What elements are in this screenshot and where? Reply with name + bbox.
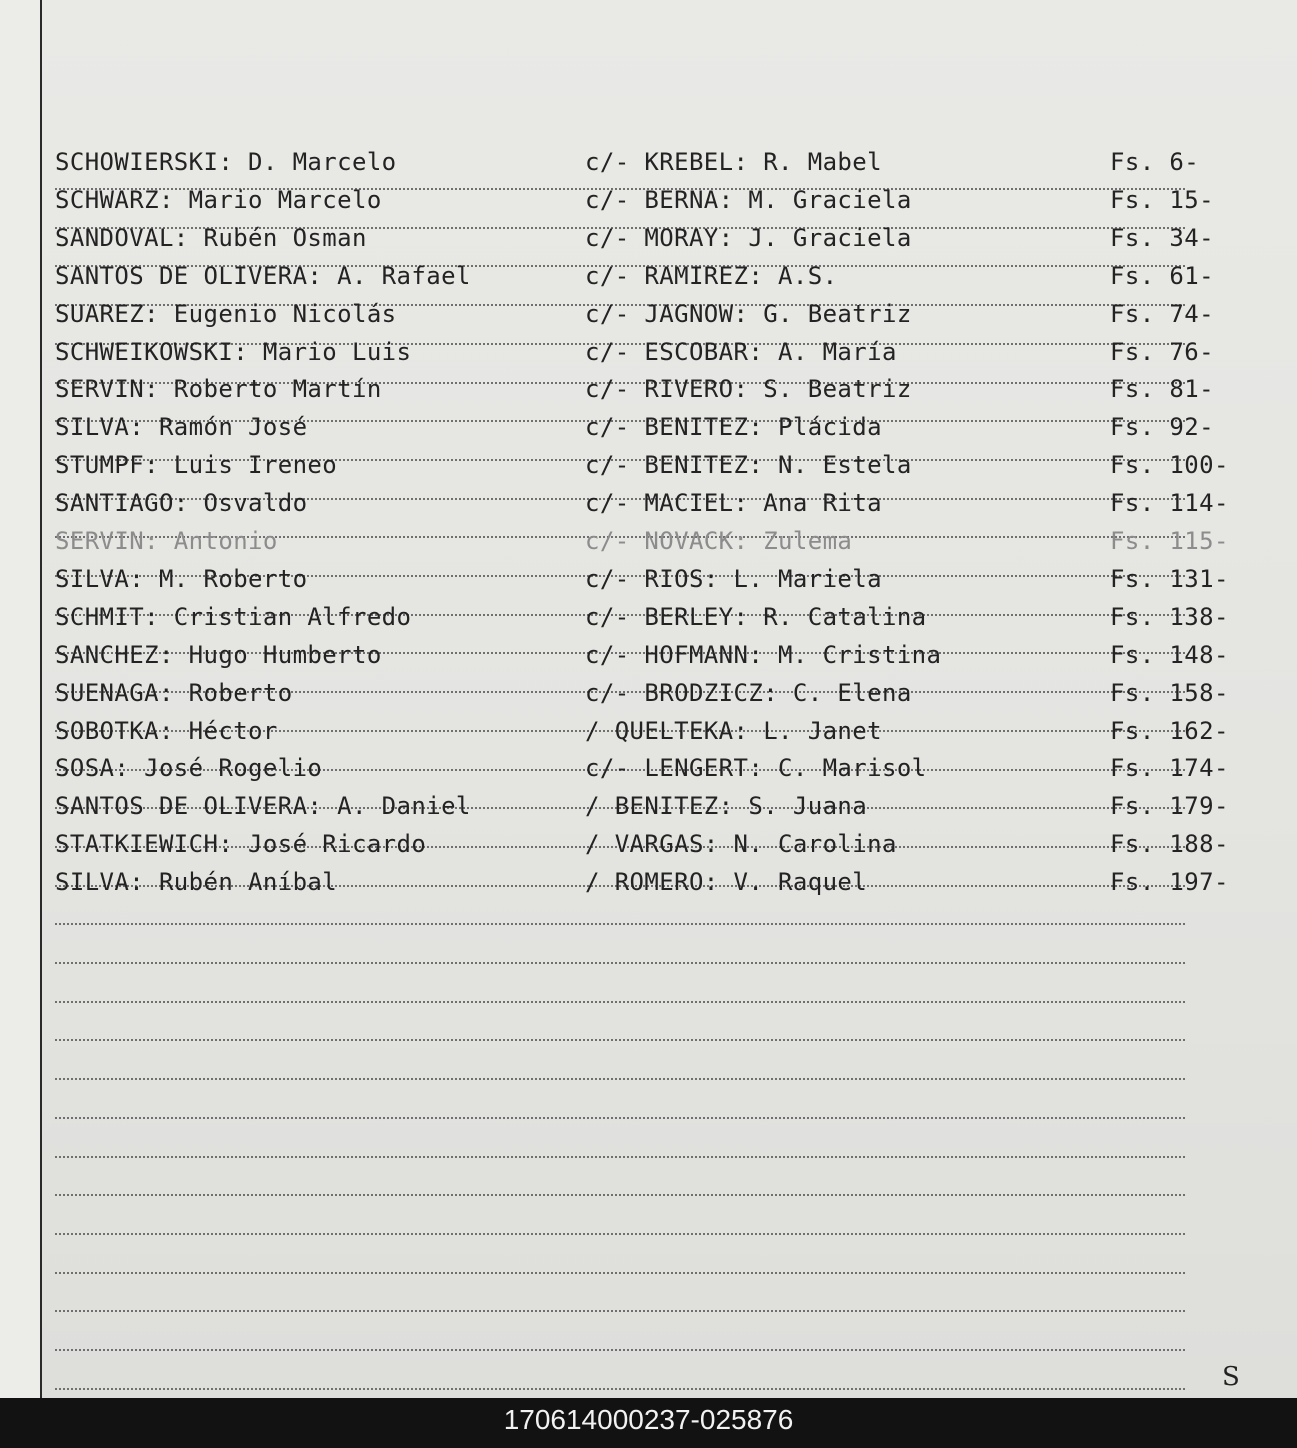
wife-name: c/- HOFMANN: M. Cristina [585, 640, 942, 669]
husband-name: SOBOTKA: Héctor [55, 716, 278, 745]
register-entry [55, 714, 1255, 748]
wife-name: c/- RIVERO: S. Beatriz [585, 375, 912, 404]
wife-name: c/- RAMIREZ: A.S. [585, 261, 838, 290]
wife-name: c/- BENITEZ: Plácida [585, 413, 882, 442]
ruled-line [55, 1001, 1185, 1003]
register-entry [55, 448, 1255, 482]
register-entry [55, 827, 1255, 861]
wife-name: c/- MORAY: J. Graciela [585, 223, 912, 252]
folio-number: Fs. 81- [1110, 375, 1214, 404]
wife-name: / BENITEZ: S. Juana [585, 792, 868, 821]
husband-name: SERVIN: Antonio [55, 527, 278, 555]
register-entry [55, 751, 1255, 785]
register-entry [55, 297, 1255, 331]
husband-name: SILVA: Rubén Aníbal [55, 868, 338, 897]
folio-number: Fs. 76- [1110, 337, 1214, 366]
wife-name: / QUELTEKA: L. Janet [585, 716, 882, 745]
index-letter: S [1222, 1362, 1240, 1392]
ruled-line [55, 1078, 1185, 1080]
folio-number: Fs. 148- [1110, 640, 1229, 669]
register-entry [55, 145, 1255, 179]
register-entry [55, 638, 1255, 672]
folio-number: Fs. 138- [1110, 602, 1229, 631]
wife-name: c/- BENITEZ: N. Estela [585, 451, 912, 480]
husband-name: SANDOVAL: Rubén Osman [55, 223, 367, 252]
wife-name: c/- ESCOBAR: A. María [585, 337, 897, 366]
wife-name: c/- LENGERT: C. Marisol [585, 754, 927, 783]
folio-number: Fs. 15- [1110, 185, 1214, 214]
husband-name: STATKIEWICH: José Ricardo [55, 830, 427, 859]
folio-number: Fs. 188- [1110, 830, 1229, 859]
folio-number: Fs. 92- [1110, 413, 1214, 442]
ruled-line [55, 1233, 1185, 1235]
ruled-line [55, 1349, 1185, 1351]
folio-number: Fs. 179- [1110, 792, 1229, 821]
husband-name: SUENAGA: Roberto [55, 678, 293, 707]
ruled-line [55, 962, 1185, 964]
folio-number: Fs. 74- [1110, 299, 1214, 328]
husband-name: SCHWARZ: Mario Marcelo [55, 185, 382, 214]
folio-number: Fs. 6- [1110, 148, 1200, 176]
ruled-line [55, 923, 1185, 925]
ruled-line [55, 1117, 1185, 1119]
register-entry [55, 221, 1255, 255]
register-entry [55, 676, 1255, 710]
register-entry [55, 183, 1255, 217]
folio-number: Fs. 158- [1110, 678, 1229, 707]
husband-name: SILVA: M. Roberto [55, 564, 308, 593]
ruled-line [55, 1194, 1185, 1196]
wife-name: c/- BERLEY: R. Catalina [585, 602, 927, 631]
register-entry [55, 524, 1255, 558]
register-entry [55, 335, 1255, 369]
register-entry [55, 865, 1255, 899]
register-entry [55, 372, 1255, 406]
folio-number: Fs. 114- [1110, 489, 1229, 518]
register-entry [55, 789, 1255, 823]
husband-name: SOSA: José Rogelio [55, 754, 323, 783]
register-entry [55, 486, 1255, 520]
wife-name: c/- BRODZICZ: C. Elena [585, 678, 912, 707]
wife-name: c/- KREBEL: R. Mabel [585, 148, 882, 176]
folio-number: Fs. 115- [1110, 527, 1229, 555]
husband-name: STUMPF: Luis Ireneo [55, 451, 338, 480]
husband-name: SILVA: Ramón José [55, 413, 308, 442]
folio-number: Fs. 197- [1110, 868, 1229, 897]
husband-name: SCHMIT: Cristian Alfredo [55, 602, 412, 631]
wife-name: / VARGAS: N. Carolina [585, 830, 897, 859]
ruled-line [55, 1272, 1185, 1274]
husband-name: SERVIN: Roberto Martín [55, 375, 382, 404]
wife-name: c/- BERNA: M. Graciela [585, 185, 912, 214]
scan-footer [0, 1398, 1297, 1448]
wife-name: c/- MACIEL: Ana Rita [585, 489, 882, 518]
register-entry [55, 562, 1255, 596]
folio-number: Fs. 174- [1110, 754, 1229, 783]
folio-number: Fs. 162- [1110, 716, 1229, 745]
husband-name: SANTOS DE OLIVERA: A. Rafael [55, 261, 471, 290]
folio-number: Fs. 61- [1110, 261, 1214, 290]
husband-name: SCHOWIERSKI: D. Marcelo [55, 148, 397, 176]
ruled-line [55, 1039, 1185, 1041]
register-entry [55, 410, 1255, 444]
husband-name: SCHWEIKOWSKI: Mario Luis [55, 337, 412, 366]
page-binding-margin [0, 0, 42, 1398]
ruled-line [55, 1310, 1185, 1312]
husband-name: SANCHEZ: Hugo Humberto [55, 640, 382, 669]
husband-name: SUAREZ: Eugenio Nicolás [55, 299, 397, 328]
ruled-line [55, 1388, 1185, 1390]
husband-name: SANTOS DE OLIVERA: A. Daniel [55, 792, 471, 821]
register-entry [55, 600, 1255, 634]
husband-name: SANTIAGO: Osvaldo [55, 489, 308, 518]
folio-number: Fs. 100- [1110, 451, 1229, 480]
document-id: 170614000237-025876 [503, 1404, 794, 1435]
ruled-line [55, 1156, 1185, 1158]
wife-name: c/- RIOS: L. Mariela [585, 564, 882, 593]
register-entry [55, 259, 1255, 293]
folio-number: Fs. 131- [1110, 564, 1229, 593]
wife-name: c/- NOVACK: Zulema [585, 527, 853, 555]
wife-name: / ROMERO: V. Raquel [585, 868, 868, 897]
wife-name: c/- JAGNOW: G. Beatriz [585, 299, 912, 328]
folio-number: Fs. 34- [1110, 223, 1214, 252]
